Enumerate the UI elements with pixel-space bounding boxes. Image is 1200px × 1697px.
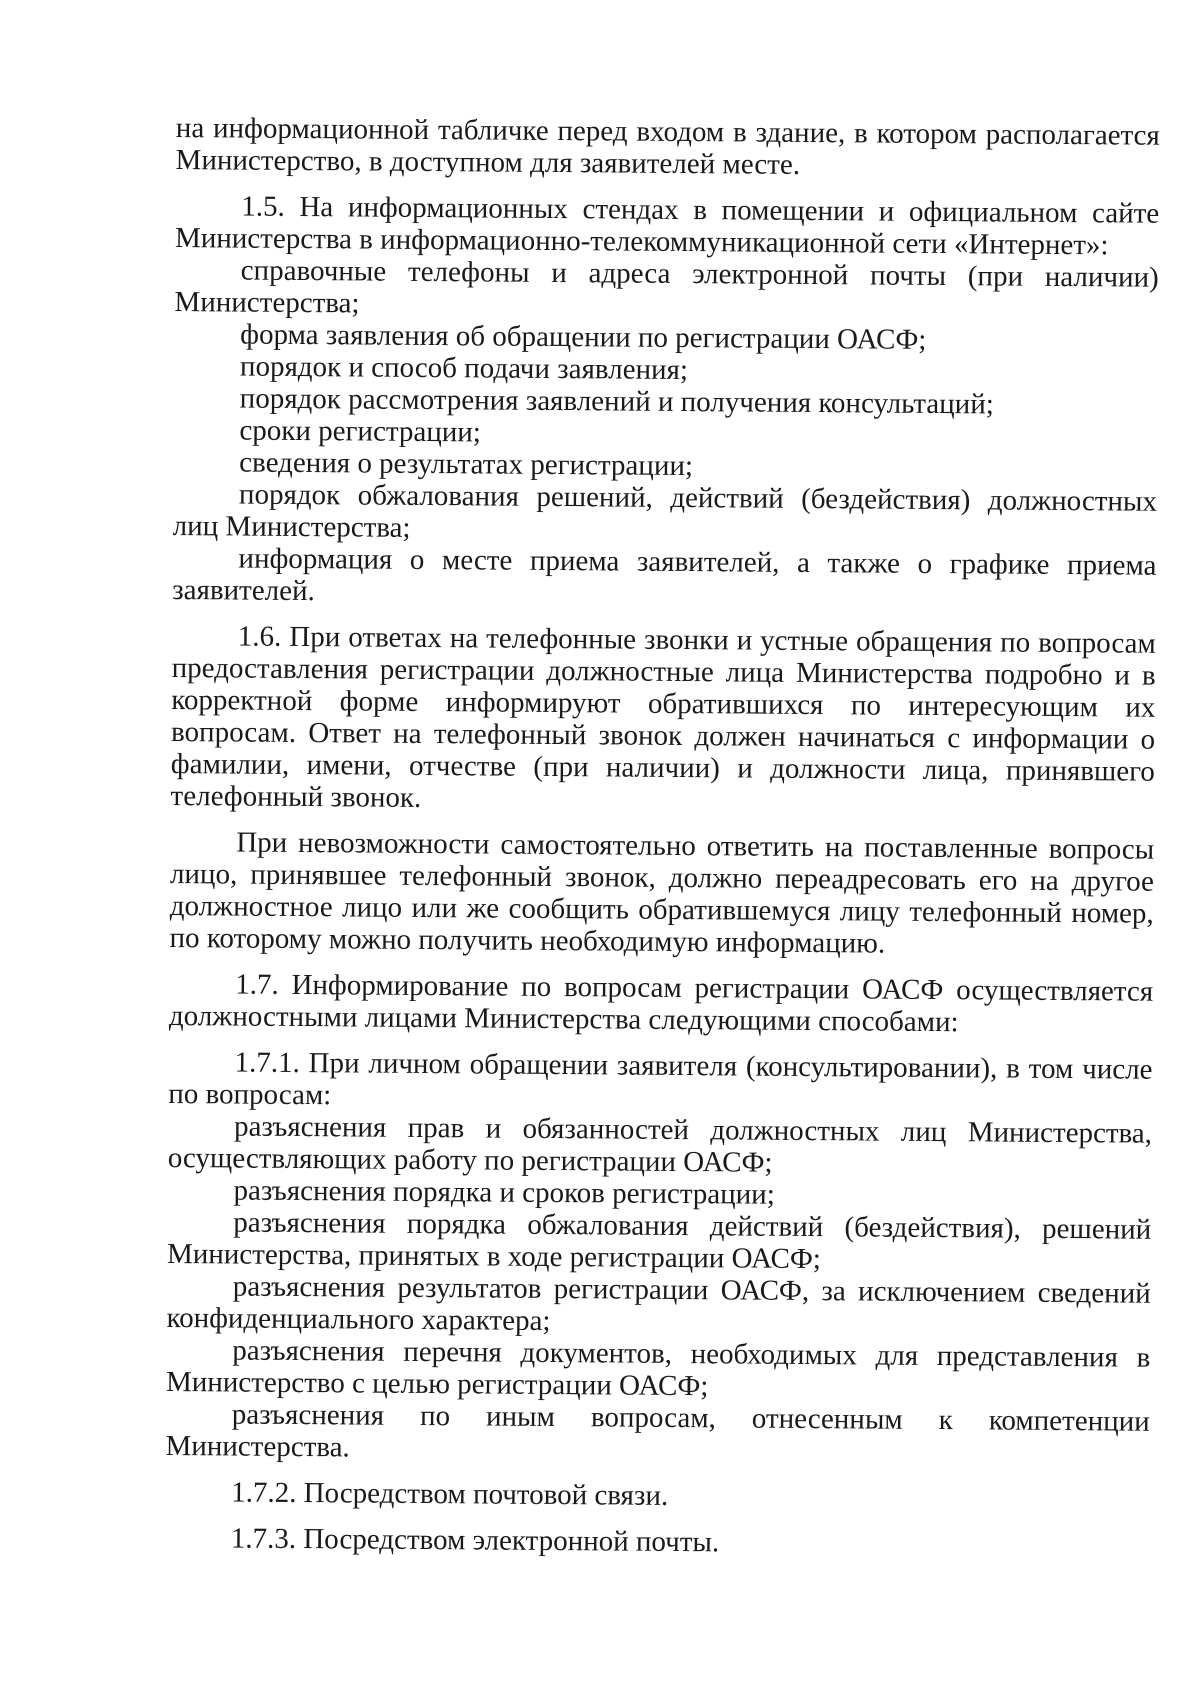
- paragraph: порядок обжалования решений, действий (бездействия) должностных лиц Министерства;: [172, 478, 1158, 544]
- paragraph: справочные телефоны и адреса электронной почты (при наличии) Министерства;: [174, 254, 1159, 320]
- paragraph: форма заявления об обращении по регистрации ОАСФ;: [240, 318, 927, 356]
- paragraph: 1.7.2. Посредством почтовой связи.: [231, 1476, 669, 1512]
- paragraph: 1.7.3. Посредством электронной почты.: [230, 1522, 720, 1559]
- paragraph: сроки регистрации;: [239, 414, 482, 449]
- paragraph: информация о месте приема заявителей, а также о графике приема заявителей.: [172, 542, 1157, 608]
- paragraph: разъяснения порядка и сроков регистрации;: [233, 1174, 775, 1211]
- paragraph: сведения о результатах регистрации;: [239, 446, 694, 483]
- paragraph: 1.7. Информирование по вопросам регистрации ОАСФ осуществляется должностными лицами Министерства следующими способами:: [168, 968, 1154, 1039]
- paragraph: 1.5. На информационных стендах в помещении и официальном сайте Министерства в информационно-телекоммуникационной сети «Интернет»:: [174, 190, 1160, 262]
- paragraph: разъяснения прав и обязанностей должностных лиц Министерства, осуществляющих работу по регистрации ОАСФ;: [167, 1110, 1153, 1179]
- paragraph: При невозможности самостоятельно ответить на поставленные вопросы лицо, принявшее телефонный звонок, должно переадресовать его на другое должностное лицо или же сообщить обратившемуся лицу телефонный номер, по которому можно получить необходимую информацию.: [169, 826, 1155, 960]
- paragraph: порядок рассмотрения заявлений и получения консультаций;: [239, 382, 994, 421]
- paragraph: разъяснения результатов регистрации ОАСФ, за исключением сведений конфиденциального характера;: [166, 1270, 1151, 1337]
- paragraph: разъяснения по иным вопросам, отнесенным к компетенции Министерства.: [165, 1398, 1150, 1464]
- document-page: [165, 112, 1160, 1562]
- paragraph: разъяснения порядка обжалования действий (бездействия), решений Министерства, принятых в ходе регистрации ОАСФ;: [166, 1206, 1152, 1276]
- paragraph: 1.6. При ответах на телефонные звонки и устные обращения по вопросам предоставления регистрации должностные лица Министерства подробно и в корректной форме информируют обратившихся по интересующим их вопросам. Ответ на телефонный звонок должен начинаться с информации о фамилии, имени, отчестве (при наличии) и должности лица, принявшего телефонный звонок.: [170, 620, 1156, 814]
- paragraph: на информационной табличке перед входом в здание, в котором располагается Министерство, в доступном для заявителей месте.: [175, 112, 1160, 181]
- paragraph: 1.7.1. При личном обращении заявителя (консультировании), в том числе по вопросам:: [168, 1046, 1153, 1112]
- paragraph: разъяснения перечня документов, необходимых для представления в Министерство с целью регистрации ОАСФ;: [165, 1334, 1151, 1403]
- paragraph: порядок и способ подачи заявления;: [239, 350, 689, 387]
